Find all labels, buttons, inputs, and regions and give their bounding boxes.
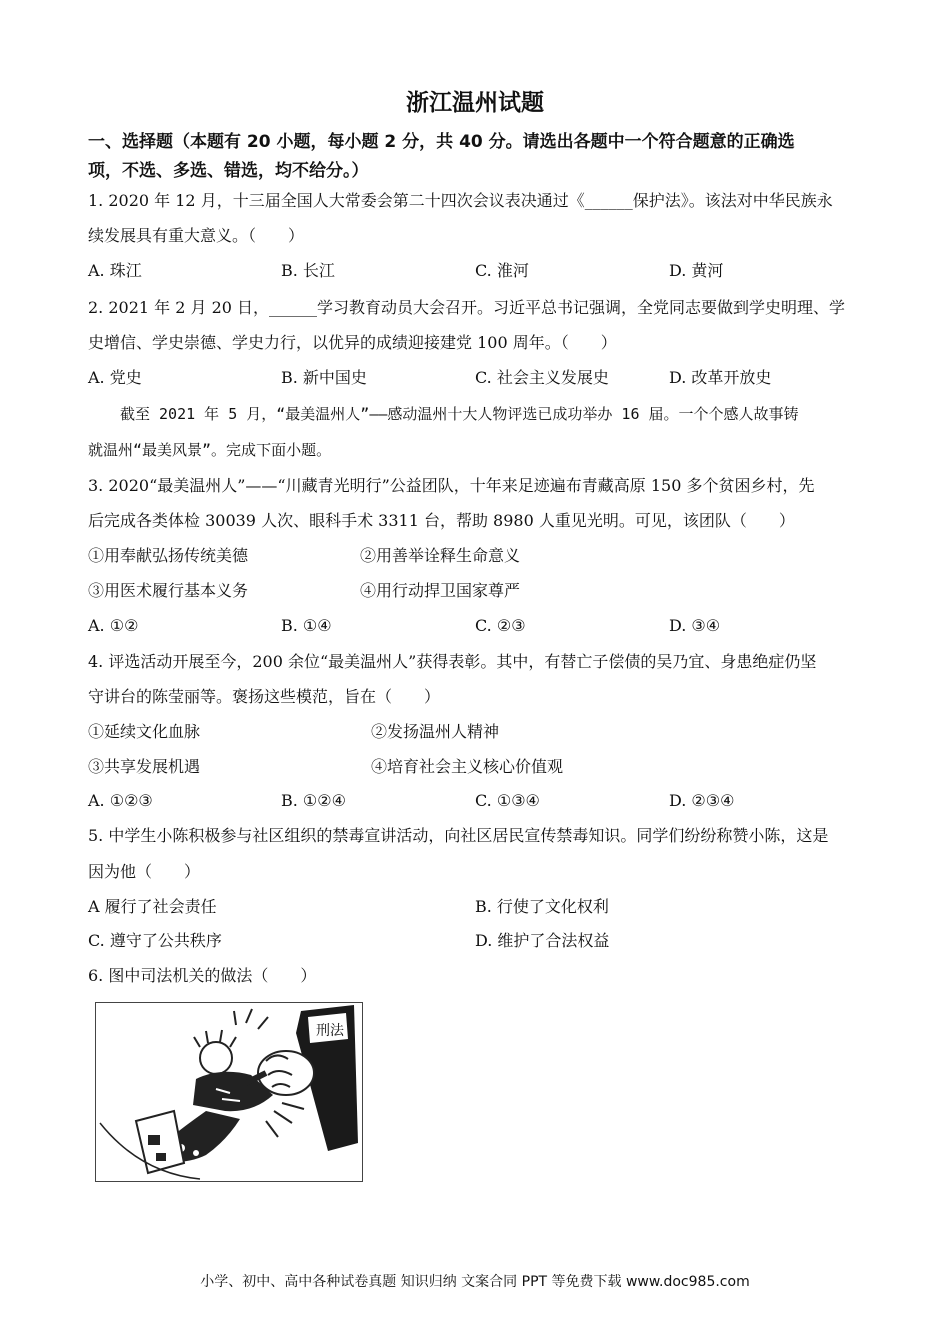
q1-option-b: B. 长江 [281,261,335,280]
q3-stem-line1: 3. 2020“最美温州人”——“川藏青光明行”公益团队，十年来足迹遍布青藏高原 150 多个贫困乡村，先 [88,476,815,495]
q4-stem-line1: 4. 评选活动开展至今，200 余位“最美温州人”获得表彰。其中，有替亡子偿债的吴乃宜、身患绝症仍坚 [88,652,817,671]
q4-option-d: D. ②③④ [669,791,735,810]
q5-option-a: A 履行了社会责任 [88,897,217,916]
q5-option-b: B. 行使了文化权利 [475,897,609,916]
cartoon-illustration [96,1003,362,1181]
q3-items-row1 [88,546,868,568]
q5-option-d: D. 维护了合法权益 [475,931,610,950]
q3-option-b: B. ①④ [281,616,332,635]
q3-item-1: ①用奉献弘扬传统美德 [88,546,249,565]
q4-option-a: A. ①②③ [88,791,153,810]
q4-option-b: B. ①②④ [281,791,346,810]
q5-options-row2 [88,931,868,953]
q2-option-c: C. 社会主义发展史 [475,368,609,387]
q4-items-row1 [88,722,868,744]
q1-options [88,261,868,283]
q5-options-row1 [88,897,868,919]
q4-options [88,791,868,813]
section-heading-line2: 项，不选、多选、错选，均不给分。） [88,161,369,181]
material-line2: 就温州“最美风景”。完成下面小题。 [88,441,332,459]
box-icon [136,1111,184,1173]
q4-stem-line2: 守讲台的陈莹丽等。褒扬这些模范，旨在（ ） [88,687,441,706]
q3-stem-line2: 后完成各类体检 30039 人次、眼科手术 3311 台，帮助 8980 人重见光明。可见，该团队（ ） [88,511,795,530]
q3-options [88,616,868,638]
q4-item-2: ②发扬温州人精神 [371,722,500,741]
q2-option-a: A. 党史 [88,368,142,387]
q5-option-c: C. 遵守了公共秩序 [88,931,222,950]
q4-item-4: ④培育社会主义核心价值观 [371,757,564,776]
q2-stem-line1: 2. 2021 年 2 月 20 日，______学习教育动员大会召开。习近平总书记强调，全党同志要做到学史明理、学 [88,298,846,317]
q2-options [88,368,868,390]
q4-items-row2 [88,757,868,779]
q6-stem: 6. 图中司法机关的做法（ ） [88,966,317,985]
q1-stem-line1: 1. 2020 年 12 月，十三届全国人大常委会第二十四次会议表决通过《______保护法》。该法对中华民族永 [88,191,833,210]
q6-cartoon-image [95,1002,363,1182]
q2-option-d: D. 改革开放史 [669,368,772,387]
q2-option-b: B. 新中国史 [281,368,367,387]
q2-stem-line2: 史增信、学史崇德、学史力行，以优异的成绩迎接建党 100 周年。（ ） [88,333,617,352]
q3-option-a: A. ①② [88,616,139,635]
q4-option-c: C. ①③④ [475,791,540,810]
material-line1: 截至 2021 年 5 月，“最美温州人”——感动温州十大人物评选已成功举办 16 届。一个个感人故事铸 [120,405,799,423]
q1-option-c: C. 淮河 [475,261,529,280]
q3-items-row2 [88,581,868,603]
page-title: 浙江温州试题 [406,90,544,116]
q3-item-3: ③用医术履行基本义务 [88,581,249,600]
q5-stem-line1: 5. 中学生小陈积极参与社区组织的禁毒宣讲活动，向社区居民宣传禁毒知识。同学们纷纷称赞小陈，这是 [88,826,829,845]
q4-item-3: ③共享发展机遇 [88,757,201,776]
q1-option-a: A. 珠江 [88,261,142,280]
q1-option-d: D. 黄河 [669,261,724,280]
q3-item-4: ④用行动捍卫国家尊严 [360,581,521,600]
q3-option-d: D. ③④ [669,616,721,635]
q5-stem-line2: 因为他（ ） [88,862,201,881]
cartoon-book-label: 刑法 [316,1023,344,1039]
page-footer: 小学、初中、高中各种试卷真题 知识归纳 文案合同 PPT 等免费下载 www.doc985.com [200,1274,750,1290]
q4-item-1: ①延续文化血脉 [88,722,201,741]
q1-stem-line2: 续发展具有重大意义。（ ） [88,226,305,245]
section-heading-line1: 一、选择题（本题有 20 小题，每小题 2 分，共 40 分。请选出各题中一个符合题意的正确选 [88,132,795,152]
q3-option-c: C. ②③ [475,616,526,635]
q3-item-2: ②用善举诠释生命意义 [360,546,521,565]
